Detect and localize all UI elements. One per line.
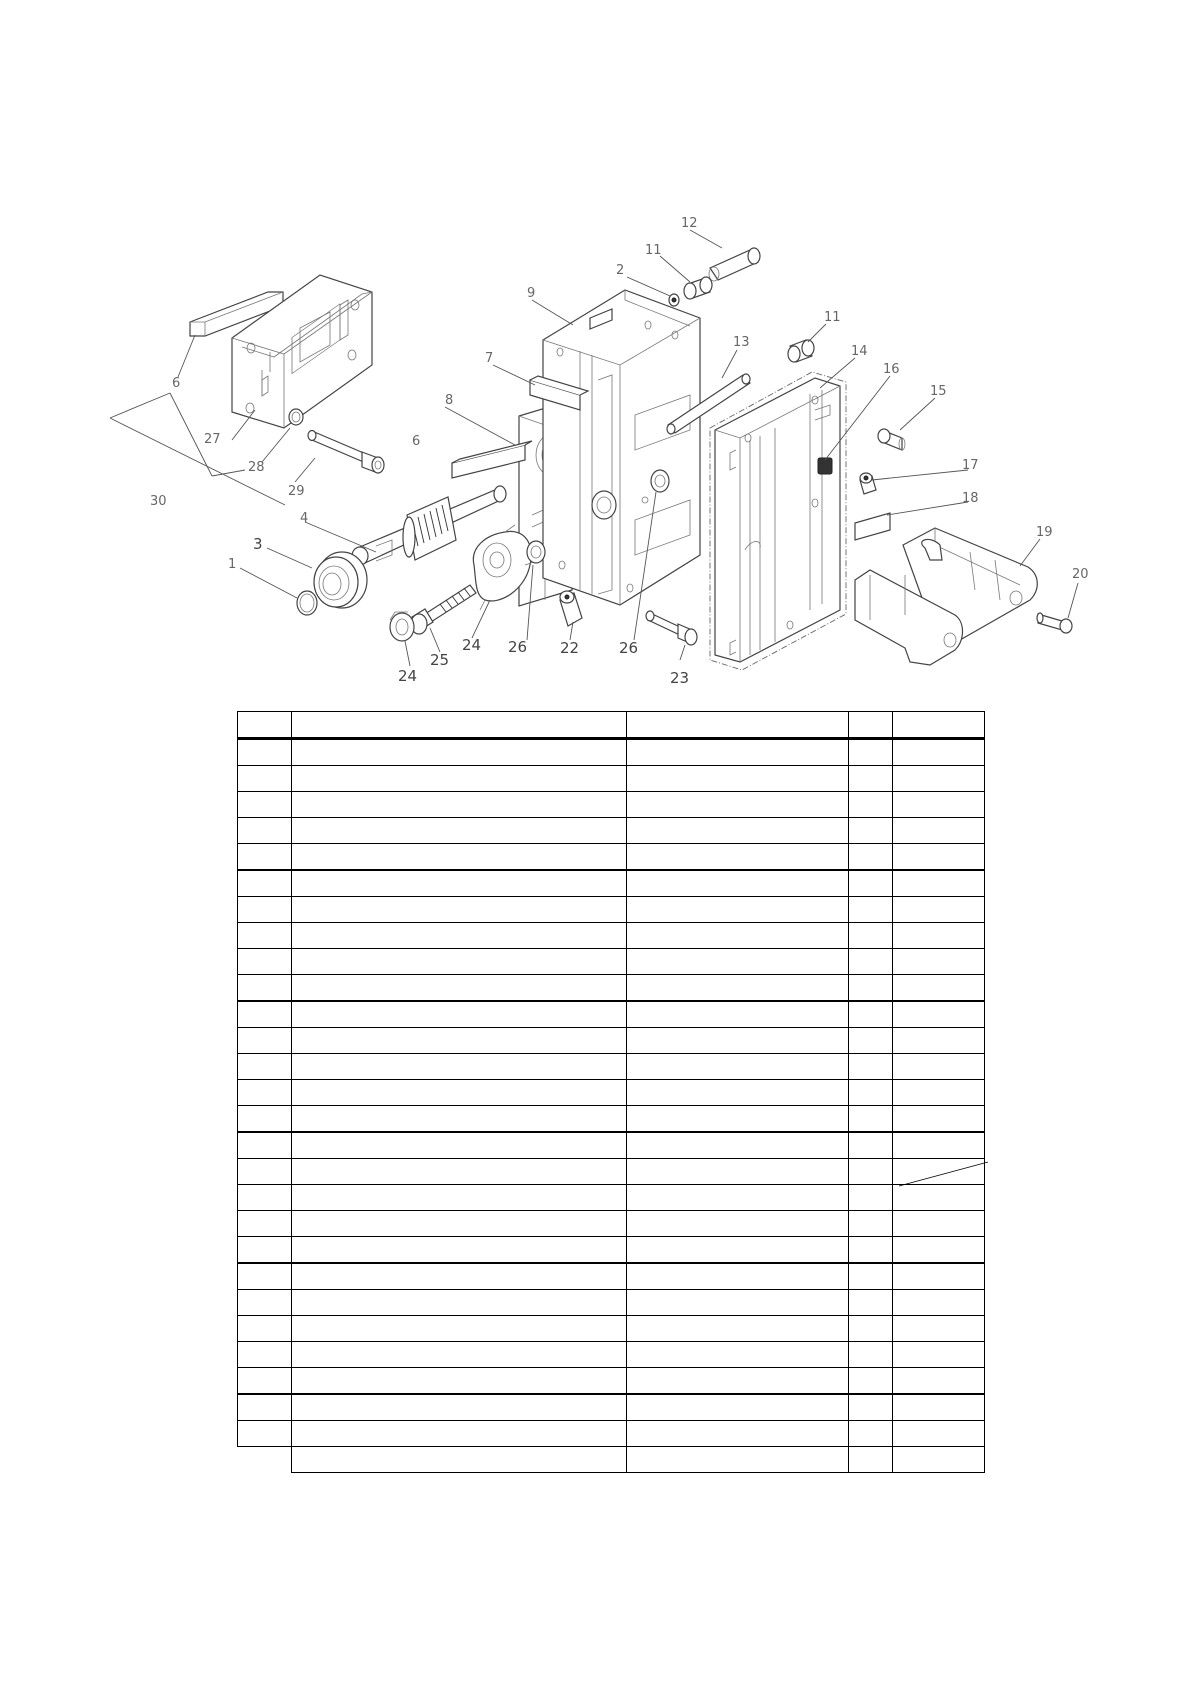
set-screw-17 xyxy=(860,473,876,494)
table-cell xyxy=(238,818,292,844)
table-cell xyxy=(849,1447,893,1473)
table-cell xyxy=(238,1132,292,1159)
table-cell xyxy=(849,1394,893,1421)
table-cell xyxy=(292,1394,627,1421)
callout-label: 13 xyxy=(733,335,750,350)
table-cell xyxy=(627,1185,849,1211)
table-cell xyxy=(893,1080,985,1106)
callout-label: 3 xyxy=(253,535,263,553)
table-cell xyxy=(627,1342,849,1368)
table-row xyxy=(238,1211,985,1237)
table-cell xyxy=(849,1211,893,1237)
table-cell xyxy=(849,792,893,818)
table-cell xyxy=(292,949,627,975)
table-cell xyxy=(627,1080,849,1106)
table-cell xyxy=(238,1263,292,1290)
table-cell xyxy=(292,923,627,949)
table-cell xyxy=(893,1342,985,1368)
table-cell xyxy=(893,1316,985,1342)
table-row xyxy=(238,1342,985,1368)
callout-label: 7 xyxy=(485,351,494,366)
callout-label: 26 xyxy=(619,639,639,657)
table-cell xyxy=(893,1237,985,1264)
table-cell xyxy=(849,818,893,844)
table-cell xyxy=(238,1028,292,1054)
callout-label: 18 xyxy=(962,491,979,506)
table-row xyxy=(238,923,985,949)
table-cell xyxy=(849,766,893,792)
table-cell xyxy=(893,1211,985,1237)
callout-label: 30 xyxy=(150,494,167,509)
table-cell xyxy=(627,1368,849,1395)
callout-label: 11 xyxy=(824,310,841,325)
table-cell xyxy=(849,975,893,1002)
table-cell xyxy=(893,844,985,871)
table-row xyxy=(238,766,985,792)
table-cell xyxy=(238,1368,292,1395)
table-cell xyxy=(893,818,985,844)
table-cell xyxy=(849,1263,893,1290)
table-cell xyxy=(292,1290,627,1316)
table-cell xyxy=(893,975,985,1002)
table-row xyxy=(238,1290,985,1316)
table-cell xyxy=(893,1185,985,1211)
nut-24 xyxy=(390,612,414,641)
table-cell xyxy=(238,1159,292,1185)
table-cell xyxy=(849,1185,893,1211)
table-cell xyxy=(849,1342,893,1368)
callout-label: 29 xyxy=(288,484,305,499)
screw-29 xyxy=(308,431,384,474)
table-cell xyxy=(238,1316,292,1342)
table-cell xyxy=(238,1237,292,1264)
clamp-frame-19 xyxy=(855,528,1037,665)
table-cell xyxy=(893,792,985,818)
dovetail-carriage-9 xyxy=(543,290,700,605)
table-cell xyxy=(849,844,893,871)
table-cell xyxy=(238,1001,292,1028)
table-cell xyxy=(627,1316,849,1342)
table-cell xyxy=(238,1211,292,1237)
callout-label: 6 xyxy=(412,434,421,449)
bushing-26-left xyxy=(527,541,545,563)
table-cell xyxy=(238,766,292,792)
table-cell xyxy=(627,870,849,897)
callout-label: 20 xyxy=(1072,567,1089,582)
table-cell xyxy=(627,844,849,871)
table-cell xyxy=(627,1211,849,1237)
table-cell xyxy=(893,1054,985,1080)
callout-label: 12 xyxy=(681,216,698,231)
table-cell xyxy=(292,1316,627,1342)
table-cell xyxy=(292,1447,627,1473)
table-cell xyxy=(238,923,292,949)
table-cell xyxy=(849,1054,893,1080)
table-row xyxy=(238,949,985,975)
table-cell xyxy=(849,1080,893,1106)
table-cell xyxy=(238,1447,292,1473)
table-row xyxy=(238,975,985,1002)
table-row xyxy=(238,870,985,897)
parts-list-table xyxy=(237,711,985,1473)
table-row xyxy=(238,1106,985,1133)
callout-label: 22 xyxy=(560,639,580,657)
table-cell xyxy=(849,1368,893,1395)
table-cell xyxy=(893,1106,985,1133)
table-cell xyxy=(893,949,985,975)
table-cell xyxy=(292,1342,627,1368)
table-cell xyxy=(238,1106,292,1133)
table-cell xyxy=(893,870,985,897)
table-cell xyxy=(292,975,627,1002)
table-cell xyxy=(292,1106,627,1133)
table-cell xyxy=(893,1447,985,1473)
table-cell xyxy=(238,1054,292,1080)
bearing-3 xyxy=(314,552,367,608)
table-cell xyxy=(849,712,893,739)
table-row xyxy=(238,818,985,844)
table-cell xyxy=(627,923,849,949)
table-cell xyxy=(627,1132,849,1159)
table-cell xyxy=(893,766,985,792)
table-cell xyxy=(238,712,292,739)
table-cell xyxy=(627,1394,849,1421)
table-cell xyxy=(893,1132,985,1159)
table-cell xyxy=(627,1237,849,1264)
table-cell xyxy=(238,870,292,897)
callout-label: 25 xyxy=(430,651,450,669)
adapter-plate-27 xyxy=(190,275,372,428)
callout-label: 16 xyxy=(883,362,900,377)
table-cell xyxy=(849,949,893,975)
table-row xyxy=(238,844,985,871)
table-cell xyxy=(292,1001,627,1028)
table-cell xyxy=(849,1106,893,1133)
screw-15 xyxy=(878,429,905,450)
table-cell xyxy=(849,1001,893,1028)
table-cell xyxy=(849,1316,893,1342)
table-cell xyxy=(893,1290,985,1316)
callout-label: 24 xyxy=(398,667,418,685)
callout-label: 27 xyxy=(204,432,221,447)
table-cell xyxy=(849,1132,893,1159)
table-cell xyxy=(627,766,849,792)
table-cell xyxy=(238,1394,292,1421)
callout-label: 2 xyxy=(616,263,625,278)
callout-label: 8 xyxy=(445,393,454,408)
callout-label: 14 xyxy=(851,344,868,359)
callout-label: 4 xyxy=(300,511,309,526)
table-row xyxy=(238,1421,985,1447)
screw-23 xyxy=(646,611,697,645)
table-row xyxy=(238,1185,985,1211)
table-cell xyxy=(849,923,893,949)
table-cell xyxy=(893,1368,985,1395)
table-cell xyxy=(849,897,893,923)
circlip-1 xyxy=(297,591,317,615)
table-cell xyxy=(893,739,985,766)
table-row xyxy=(238,1001,985,1028)
callout-label: 26 xyxy=(508,638,528,656)
callout-label: 19 xyxy=(1036,525,1053,540)
table-row xyxy=(238,739,985,766)
shim-18 xyxy=(855,513,890,540)
table-cell xyxy=(893,1263,985,1290)
table-cell xyxy=(292,1211,627,1237)
callout-label: 15 xyxy=(930,384,947,399)
table-cell xyxy=(627,1028,849,1054)
table-row xyxy=(238,1368,985,1395)
washer-28 xyxy=(289,409,303,425)
table-cell xyxy=(292,1080,627,1106)
table-cell xyxy=(292,792,627,818)
table-cell xyxy=(292,844,627,871)
table-cell xyxy=(292,712,627,739)
table-cell xyxy=(627,1447,849,1473)
callout-label: 11 xyxy=(645,243,662,258)
table-cell xyxy=(849,1421,893,1447)
table-cell xyxy=(292,818,627,844)
table-cell xyxy=(627,1263,849,1290)
table-row xyxy=(238,1316,985,1342)
screw-20 xyxy=(1037,613,1072,633)
exploded-parts-diagram xyxy=(0,0,1190,700)
table-cell xyxy=(627,1106,849,1133)
pin-assembly-12 xyxy=(709,248,760,281)
table-cell xyxy=(627,1159,849,1185)
callout-label: 9 xyxy=(527,286,536,301)
callout-label: 1 xyxy=(228,557,237,572)
table-cell xyxy=(238,844,292,871)
table-cell xyxy=(893,1028,985,1054)
table-row xyxy=(238,1263,985,1290)
table-cell xyxy=(238,1290,292,1316)
table-cell xyxy=(238,1421,292,1447)
bushing-11-right xyxy=(788,340,814,362)
callout-label: 24 xyxy=(462,636,482,654)
table-cell xyxy=(238,949,292,975)
table-cell xyxy=(893,1394,985,1421)
slide-14 xyxy=(710,372,846,670)
table-cell xyxy=(893,1001,985,1028)
table-cell xyxy=(627,792,849,818)
table-cell xyxy=(238,897,292,923)
callout-label: 23 xyxy=(670,669,690,687)
table-cell xyxy=(627,975,849,1002)
table-cell xyxy=(627,949,849,975)
table-row xyxy=(238,792,985,818)
table-cell xyxy=(627,897,849,923)
table-cell xyxy=(292,1054,627,1080)
table-cell xyxy=(292,897,627,923)
table-cell xyxy=(238,1342,292,1368)
pin-22 xyxy=(560,591,582,626)
table-row xyxy=(238,1237,985,1264)
bushing-26-right xyxy=(651,470,669,492)
table-cell xyxy=(292,1132,627,1159)
table-cell xyxy=(627,1054,849,1080)
table-cell xyxy=(292,1028,627,1054)
table-cell xyxy=(292,1237,627,1264)
table-cell xyxy=(292,1421,627,1447)
table-cell xyxy=(238,1185,292,1211)
table-cell xyxy=(292,870,627,897)
table-cell xyxy=(849,739,893,766)
table-cell xyxy=(238,792,292,818)
table-cell xyxy=(893,1421,985,1447)
table-cell xyxy=(238,1080,292,1106)
table-cell xyxy=(849,870,893,897)
callout-label: 28 xyxy=(248,460,265,475)
table-cell xyxy=(849,1237,893,1264)
callout-label: 6 xyxy=(172,376,181,391)
ring-2 xyxy=(669,294,679,306)
table-cell xyxy=(849,1290,893,1316)
table-row xyxy=(238,1080,985,1106)
table-cell xyxy=(292,1368,627,1395)
table-cell xyxy=(238,975,292,1002)
table-cell xyxy=(627,1001,849,1028)
table-cell xyxy=(292,739,627,766)
table-header-row xyxy=(238,712,985,739)
table-cell xyxy=(627,818,849,844)
table-cell xyxy=(893,923,985,949)
table-cell xyxy=(893,897,985,923)
table-cell xyxy=(893,1159,985,1185)
table-row xyxy=(238,1447,985,1473)
table-cell xyxy=(627,1421,849,1447)
table-cell xyxy=(292,1159,627,1185)
table-cell xyxy=(627,1290,849,1316)
screw-25 xyxy=(411,585,476,634)
table-cell xyxy=(849,1159,893,1185)
table-cell xyxy=(238,739,292,766)
table-row xyxy=(238,1132,985,1159)
table-cell xyxy=(893,712,985,739)
table-cell xyxy=(627,739,849,766)
table-cell xyxy=(292,766,627,792)
table-cell xyxy=(627,712,849,739)
table-row xyxy=(238,1394,985,1421)
table-cell xyxy=(292,1263,627,1290)
table-row xyxy=(238,897,985,923)
callout-label: 17 xyxy=(962,458,979,473)
table-row xyxy=(238,1159,985,1185)
table-row xyxy=(238,1054,985,1080)
table-cell xyxy=(849,1028,893,1054)
table-cell xyxy=(292,1185,627,1211)
knurled-screw-16 xyxy=(818,458,832,474)
table-row xyxy=(238,1028,985,1054)
